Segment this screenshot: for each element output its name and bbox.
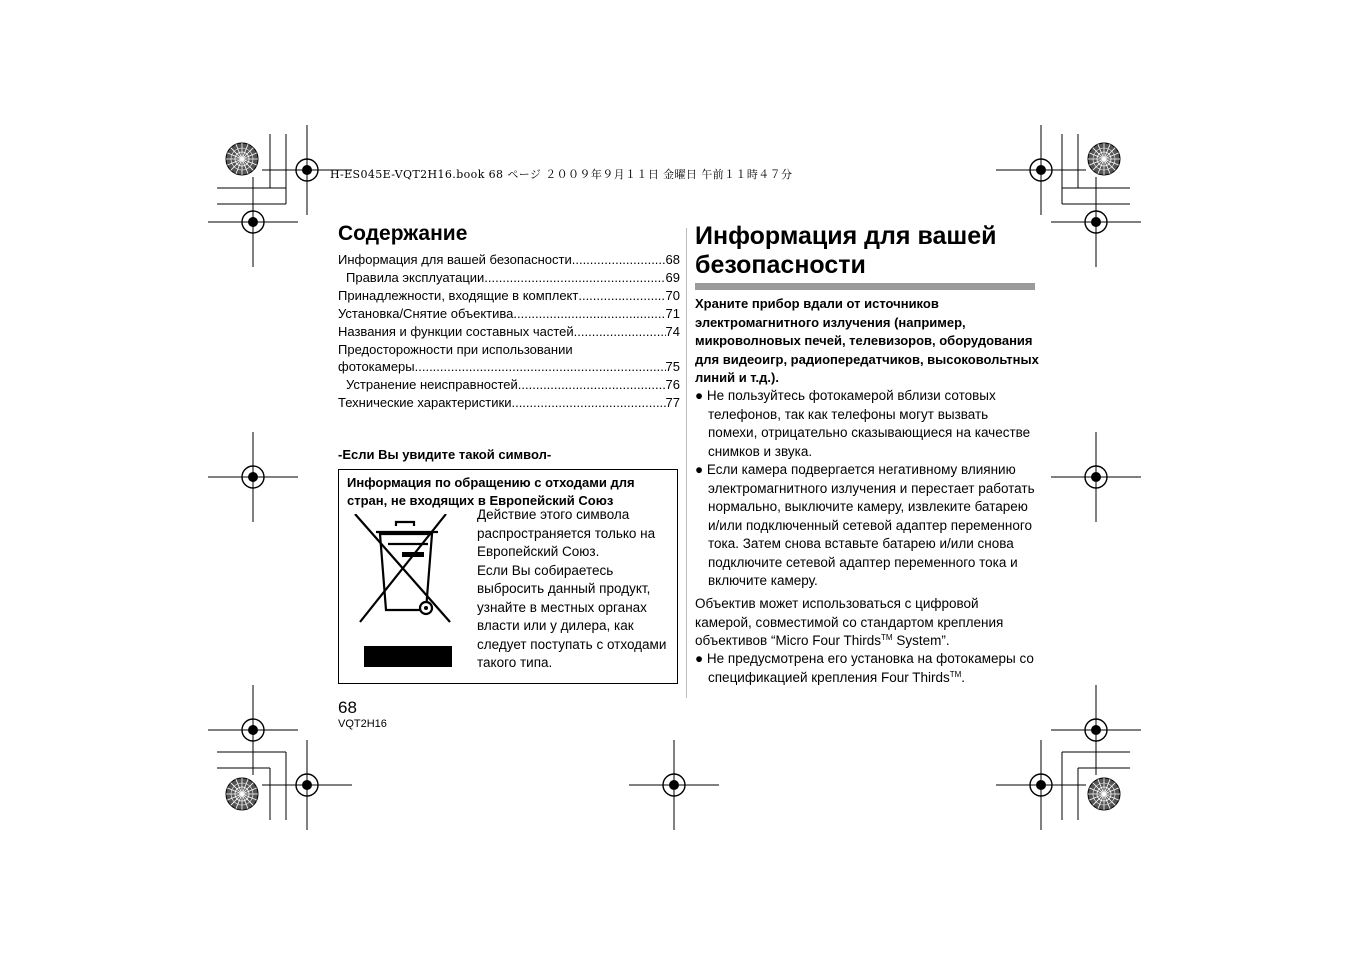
- column-divider: [686, 228, 687, 698]
- registration-crosshair-icon: [208, 685, 298, 775]
- color-target-icon: [226, 143, 258, 175]
- waste-symbol-bar: [364, 646, 452, 667]
- crossed-out-wheelie-bin-icon: [352, 514, 464, 626]
- toc-item[interactable]: Принадлежности, входящие в комплект ..... 70: [338, 287, 680, 305]
- waste-box-text: Действие этого символа распространяется только на Европейский Союз. Если Вы собираетесь выбросить данный продукт, узнайте в местных органах власти или у дилера, как следует поступать с отходами такого типа.: [477, 507, 667, 670]
- symbol-note-heading: -Если Вы увидите такой символ-: [338, 447, 552, 462]
- color-target-icon: [1088, 143, 1120, 175]
- waste-disposal-box: [338, 469, 678, 684]
- toc-title: Содержание: [338, 222, 468, 245]
- color-target-icon: [1088, 778, 1120, 810]
- toc-item[interactable]: Названия и функции составных частей ..... 74: [338, 323, 680, 341]
- document-code: VQT2H16: [338, 718, 387, 730]
- toc-item[interactable]: Установка/Снятие объектива ..... 71: [338, 305, 680, 323]
- registration-crosshair-icon: [208, 432, 298, 522]
- registration-crosshair-icon: [1051, 177, 1141, 267]
- color-target-icon: [226, 778, 258, 810]
- safety-section-title: Информация для вашей безопасности: [695, 222, 997, 279]
- safety-bullet: ● Не пользуйтесь фотокамерой вблизи сотовых телефонов, так как телефоны могут вызвать помехи, отрицательно сказывающиеся на качестве снимков и звука.: [695, 388, 1031, 459]
- toc-item[interactable]: фотокамеры ..... 75: [338, 358, 680, 376]
- toc-item[interactable]: Технические характеристики ..... 77: [338, 394, 680, 412]
- registration-crosshair-icon: [996, 125, 1086, 215]
- toc-item[interactable]: Предосторожности при использовании: [338, 341, 573, 357]
- safety-bullet: ● Не предусмотрена его установка на фотокамеры со спецификацией крепления Four Thirds™.: [695, 651, 1034, 685]
- waste-box-title: Информация по обращению с отходами для стран, не входящих в Европейский Союз: [347, 475, 635, 508]
- registration-crosshair-icon: [262, 740, 352, 830]
- safety-warning: Храните прибор вдали от источников электромагнитного излучения (например, микроволновых печей, телевизоров, оборудования для видеоигр, радиопередатчиков, высоковольтных линий и т.д.).: [695, 296, 1039, 386]
- registration-crosshair-icon: [208, 177, 298, 267]
- registration-crosshair-icon: [1051, 685, 1141, 775]
- lens-compatibility-paragraph: Объектив может использоваться с цифровой камерой, совместимой со стандартом крепления объективов “Micro Four Thirds™ System”.: [695, 596, 1004, 648]
- print-header-line: H-ES045E-VQT2H16.book 68 ページ ２００９年９月１１日 金曜日 午前１１時４７分: [330, 168, 793, 181]
- safety-bullet: ● Если камера подвергается негативному влиянию электромагнитного излучения и перестает работать нормально, выключите камеру, извлеките батарею и/или подключенный сетевой адаптер переменного тока. Затем снова вставьте батарею и/или снова подключите сетевой адаптер переменного тока и включите камеру.: [695, 462, 1035, 588]
- toc-item[interactable]: Устранение неисправностей ..... 76: [338, 376, 680, 394]
- registration-crosshair-icon: [996, 740, 1086, 830]
- table-of-contents: [338, 251, 680, 412]
- title-underline-rule: [695, 283, 1035, 290]
- toc-item[interactable]: Правила эксплуатации ..... 69: [338, 269, 680, 287]
- toc-item[interactable]: Информация для вашей безопасности ..... 68: [338, 251, 680, 269]
- page-number: 68: [338, 698, 357, 717]
- registration-crosshair-icon: [629, 740, 719, 830]
- registration-crosshair-icon: [1051, 432, 1141, 522]
